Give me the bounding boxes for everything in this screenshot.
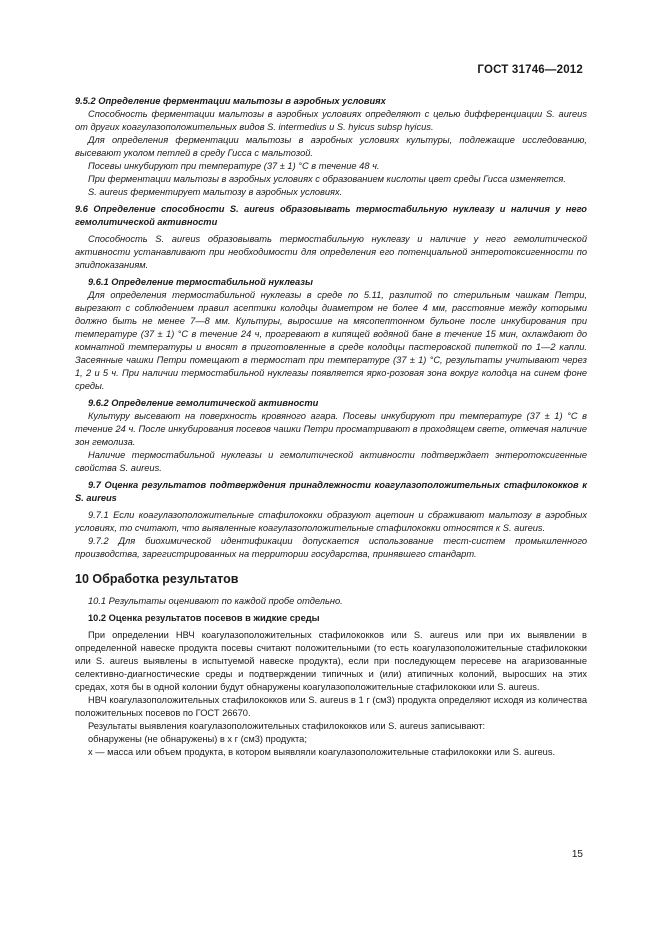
paragraph: обнаружены (не обнаружены) в x г (см3) продукта; — [88, 734, 307, 744]
heading-9-6-1: 9.6.1 Определение термостабильной нуклеазы — [88, 277, 313, 287]
heading-9-6: 9.6 Определение способности S. aureus образовывать термостабильную нуклеазу и наличия у него гемолитической активности — [75, 204, 587, 227]
paragraph: Для определения ферментации мальтозы в аэробных условиях культуры, подлежащие исследованию, высевают уколом петлей в среду Гисса с мальтозой. — [75, 135, 587, 158]
paragraph: x — масса или объем продукта, в котором выявляли коагулазоположительные стафилококки или S. aureus. — [88, 747, 556, 757]
heading-10-2: 10.2 Оценка результатов посевов в жидкие среды — [88, 613, 320, 623]
paragraph: Результаты выявления коагулазоположительных стафилококков или S. aureus записывают: — [88, 721, 486, 731]
paragraph: Посевы инкубируют при температуре (37 ± 1) °С в течение 48 ч. — [88, 161, 380, 171]
document-code: ГОСТ 31746—2012 — [477, 64, 583, 76]
heading-9-5-2 — [75, 95, 587, 108]
paragraph: Наличие термостабильной нуклеазы и гемолитической активности подтверждает энтеротоксигенные свойства S. aureus. — [75, 450, 587, 473]
paragraph: При определении НВЧ коагулазоположительных стафилококков или S. aureus или при их выявлении в определенной навеске продукта посевы считают положительными (то есть коагулазоположительные стафилококки или S. aureus выявлены в испытуемой навеске продукта), если при последующем пересеве на агаризованные селективно-диагностические среды и подтверждении типичных и (или) атипичных колоний, выросших на этих средах, хотя бы в одной колонии будут обнаружены коагулазоположительные стафилококки или S. aureus. — [75, 630, 587, 692]
heading-9-7: 9.7 Оценка результатов подтверждения принадлежности коагулазоположительных стафилококков к S. aureus — [75, 480, 587, 503]
heading-9-6-2: 9.6.2 Определение гемолитической активности — [88, 398, 319, 408]
paragraph: Для определения термостабильной нуклеазы в среде по 5.11, разлитой по стерильным чашкам Петри, вырезают с соблюдением правил асептики колодцы диаметром не более 4 мм, расстояние между которыми должно быть не менее 7—8 мм. Культуры, выросшие на мясопептонном бульоне после инкубирования при температуре (37 ± 1) °С в течение 24 ч, прогревают в кипящей водяной бане в течение 15 мин, охлаждают до комнатной температуры и вносят в приготовленные в среде колодцы пастеровской пипеткой по 1—2 капли. Засеянные чашки Петри помещают в термостат при температуре (37 ± 1) °С, результаты учитывают через 1, 2 и 5 ч. При наличии термостабильной нуклеазы появляется ярко-розовая зона вокруг колодца на синем фоне среды. — [75, 290, 587, 391]
paragraph: Способность ферментации мальтозы в аэробных условиях определяют с целью дифференциации S. aureus от других коагулазоположительных видов S. intermedius и S. hyicus subsp hyicus. — [75, 109, 587, 132]
paragraph: 9.7.2 Для биохимической идентификации допускается использование тест-систем промышленного производства, зарегистрированных на территории государства, принявшего стандарт. — [75, 536, 587, 559]
paragraph: При ферментации мальтозы в аэробных условиях с образованием кислоты цвет среды Гисса изменяется. — [88, 174, 566, 184]
document-body — [75, 95, 587, 759]
heading-10: 10 Обработка результатов — [75, 572, 239, 586]
paragraph: 10.1 Результаты оценивают по каждой пробе отдельно. — [88, 596, 343, 606]
paragraph: НВЧ коагулазоположительных стафилококков или S. aureus в 1 г (см3) продукта определяют исходя из количества положительных посевов по ГОСТ 26670. — [75, 695, 587, 718]
paragraph: Культуру высевают на поверхность кровяного агара. Посевы инкубируют при температуре (37 ± 1) °С в течение 24 ч. После инкубирования посевов чашки Петри просматривают в проходящем свете, отмечая наличие зон гемолиза. — [75, 411, 587, 447]
paragraph: S. aureus ферментирует мальтозу в аэробных условиях. — [88, 187, 343, 197]
page-number: 15 — [571, 849, 583, 860]
paragraph: Способность S. aureus образовывать термостабильную нуклеазу и наличие у него гемолитической активности устанавливают при необходимости для определения его потенциальной энтеротоксигенности по эпидпоказаниям. — [75, 234, 587, 270]
heading-text: 9.5.2 Определение ферментации мальтозы в аэробных условиях — [75, 96, 386, 106]
paragraph: 9.7.1 Если коагулазоположительные стафилококки образуют ацетоин и сбраживают мальтозу в аэробных условиях, то считают, что выявленные коагулазоположительные стафилококки относятся к S. aureus. — [75, 510, 587, 533]
